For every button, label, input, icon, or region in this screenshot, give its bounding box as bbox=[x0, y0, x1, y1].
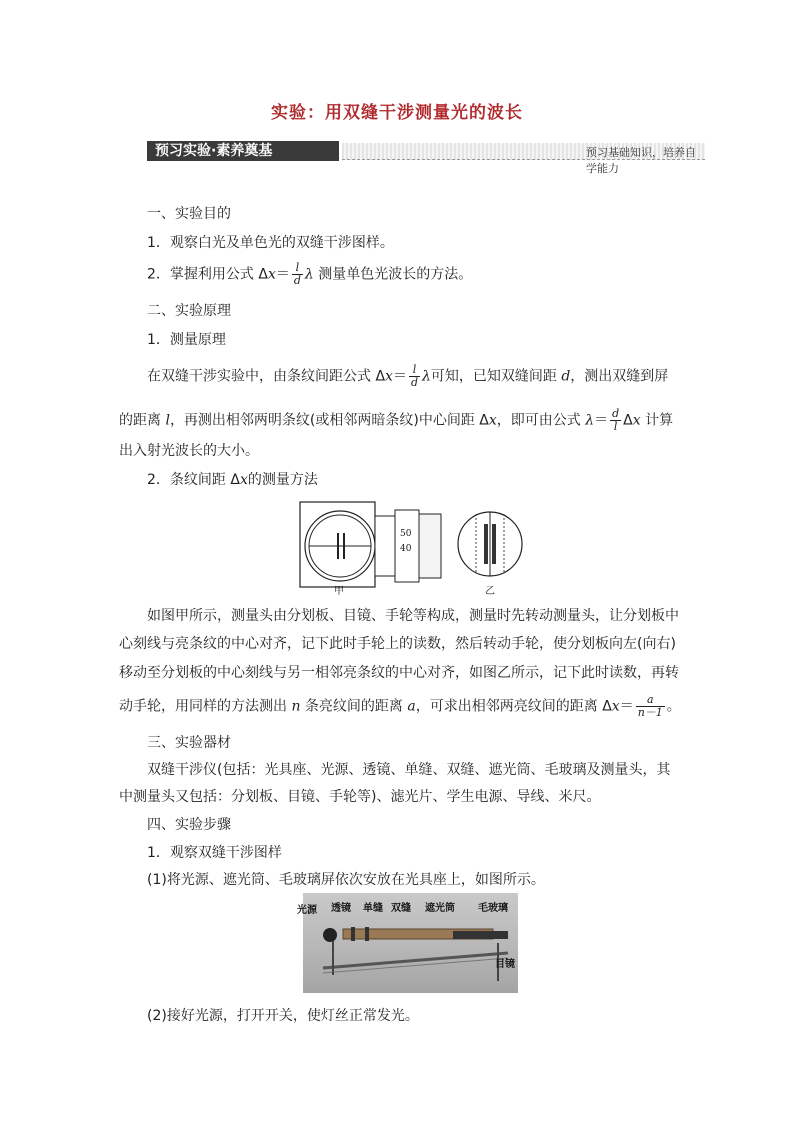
figure-paragraph-4: 动手轮，用同样的方法测出 n 条亮纹间的距离 a，可求出相邻两亮纹间的距离 Δx＝ $\frac{a}{n-1}$ 。 bbox=[119, 693, 681, 719]
fraction-l-over-d: $\frac{l}{d}$ bbox=[293, 261, 301, 287]
equipment-line-2: 中测量头又包括：分划板、目镜、手轮等)、滤光片、学生电源、导线、米尺。 bbox=[119, 789, 601, 805]
apparatus-photo bbox=[297, 893, 518, 993]
section-heading-1: 一、实验目的 bbox=[147, 206, 231, 222]
label-eyepiece: 目镜 bbox=[495, 959, 515, 970]
figure-paragraph-3: 移动至分划板的中心刻线与另一相邻亮条纹的中心对齐，如图乙所示，记下此时读数，再转 bbox=[119, 665, 679, 681]
scale-40: 40 bbox=[400, 544, 412, 554]
principle-line-1: 在双缝干涉实验中，由条纹间距公式 Δx＝ $\frac{l}{d}$ λ可知，已知双缝间距 d，测出双缝到屏 bbox=[147, 363, 669, 389]
figure-paragraph-2: 心刻线与亮条纹的中心对齐，记下此时手轮上的读数，然后转动手轮，使分划板向左(向右) bbox=[119, 636, 676, 652]
page-title: 实验：用双缝干涉测量光的波长 bbox=[271, 103, 523, 123]
label-double-slit: 双缝 bbox=[391, 903, 411, 914]
banner-strip bbox=[342, 143, 705, 175]
figure-paragraph-1: 如图甲所示，测量头由分划板、目镜、手轮等构成，测量时先转动测量头，让分划板中 bbox=[147, 608, 679, 624]
section-heading-4: 四、实验步骤 bbox=[147, 817, 231, 833]
scale-50: 50 bbox=[400, 529, 412, 539]
section-banner bbox=[147, 141, 707, 175]
label-yi: 乙 bbox=[485, 586, 495, 597]
equipment-line-1: 双缝干涉仪(包括：光具座、光源、透镜、单缝、双缝、遮光筒、毛玻璃及测量头，其 bbox=[147, 762, 671, 778]
measuring-head-figure bbox=[300, 500, 530, 600]
step-1-2: (2)接好光源，打开开关，使灯丝正常发光。 bbox=[147, 1008, 419, 1024]
banner-label: 预习实验·素养奠基 bbox=[147, 141, 339, 161]
objective-2: 2．掌握利用公式 Δx＝ $\frac{l}{d}$ λ 测量单色光波长的方法。 bbox=[147, 261, 473, 287]
label-lens: 透镜 bbox=[331, 903, 351, 914]
label-ground-glass: 毛玻璃 bbox=[478, 903, 508, 914]
subheading-principle: 1．测量原理 bbox=[147, 332, 226, 348]
label-tube: 遮光筒 bbox=[425, 903, 455, 914]
label-single-slit: 单缝 bbox=[363, 903, 383, 914]
principle-line-2: 的距离 l，再测出相邻两明条纹(或相邻两暗条纹)中心间距 Δx，即可由公式 λ＝ $\frac{d}{l}$ Δx 计算 bbox=[119, 407, 674, 433]
step-1-1: (1)将光源、遮光筒、毛玻璃屏依次安放在光具座上，如图所示。 bbox=[147, 872, 545, 888]
label-jia: 甲 bbox=[334, 586, 344, 597]
banner-subtitle: 预习基础知识，培养自学能力 bbox=[586, 146, 696, 175]
label-light-source: 光源 bbox=[297, 905, 317, 916]
step-1-heading: 1．观察双缝干涉图样 bbox=[147, 845, 282, 861]
principle-line-3: 出入射光波长的大小。 bbox=[119, 443, 259, 459]
objective-1: 1．观察白光及单色光的双缝干涉图样。 bbox=[147, 235, 394, 251]
section-heading-3: 三、实验器材 bbox=[147, 735, 231, 751]
subheading-measure: 2．条纹间距 Δx的测量方法 bbox=[147, 472, 318, 488]
section-heading-2: 二、实验原理 bbox=[147, 303, 231, 319]
